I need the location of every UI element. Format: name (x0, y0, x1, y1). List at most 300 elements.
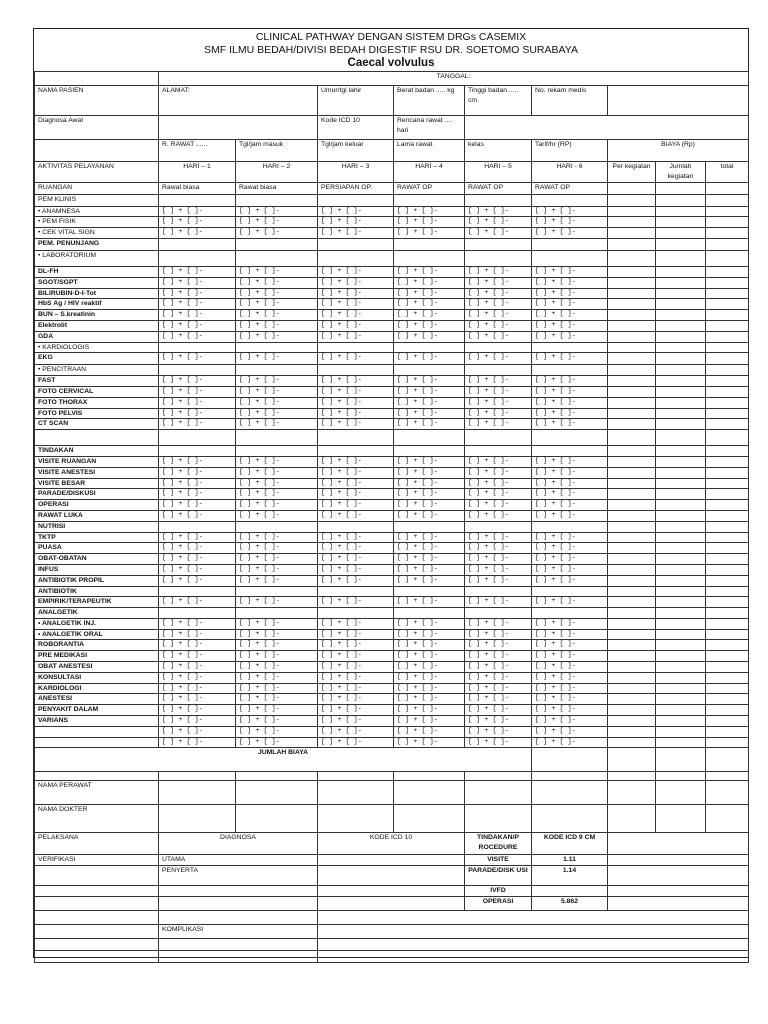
checkbox-cell: [ ] + [ ]- (318, 597, 394, 608)
checkbox-cell: [ ] + [ ]- (532, 597, 608, 608)
empty-cell (706, 206, 749, 217)
empty-cell (318, 194, 394, 206)
procedure-code: 5.862 (532, 897, 608, 911)
table-row (35, 86, 749, 116)
checkbox-cell: [ ] + [ ]- (318, 510, 394, 521)
checkbox-cell: [ ] + [ ]- (394, 662, 465, 673)
checkbox-cell: [ ] + [ ]- (236, 510, 318, 521)
checkbox-cell: [ ] + [ ]- (159, 726, 236, 737)
table-row (35, 238, 749, 250)
checkbox-cell: [ ] + [ ]- (532, 331, 608, 342)
checkbox-cell: [ ] + [ ]- (532, 672, 608, 683)
checkbox-cell: [ ] + [ ]- (394, 386, 465, 397)
table-row (35, 716, 749, 727)
checkbox-cell: [ ] + [ ]- (532, 320, 608, 331)
empty-cell (656, 299, 706, 310)
empty-cell (159, 446, 236, 457)
imaging-item: FOTO THORAX (35, 397, 159, 408)
checkbox-cell: [ ] + [ ]- (236, 228, 318, 239)
checkbox-cell: [ ] + [ ]- (159, 651, 236, 662)
empty-cell (236, 805, 318, 833)
tindakan-item: VISITE BESAR (35, 478, 159, 489)
empty-cell (465, 194, 532, 206)
empty-cell (706, 365, 749, 376)
procedure-code (532, 886, 608, 897)
procedure-name: IVFD (465, 886, 532, 897)
checkbox-cell: [ ] + [ ]- (532, 408, 608, 419)
checkbox-cell: [ ] + [ ]- (318, 397, 394, 408)
procedure-name: OPERASI (465, 897, 532, 911)
checkbox-cell: [ ] + [ ]- (159, 705, 236, 716)
therapy-item: VARIANS (35, 716, 159, 727)
checkbox-cell: [ ] + [ ]- (236, 716, 318, 727)
kode-icd9-label: KODE ICD 9 CM (532, 833, 608, 855)
empty-cell (608, 575, 656, 586)
checkbox-cell: [ ] + [ ]- (465, 266, 532, 277)
empty-cell (706, 310, 749, 321)
empty-cell (656, 419, 706, 430)
pathway-table (34, 71, 749, 963)
checkbox-cell: [ ] + [ ]- (465, 331, 532, 342)
checkbox-cell: [ ] + [ ]- (532, 694, 608, 705)
empty-cell (608, 683, 656, 694)
ruangan-value: RAWAT OP (394, 182, 465, 194)
empty-cell (532, 586, 608, 597)
checkbox-cell: [ ] + [ ]- (394, 288, 465, 299)
empty-cell (706, 489, 749, 500)
empty-cell (318, 521, 394, 532)
empty-cell (35, 772, 159, 781)
checkbox-cell: [ ] + [ ]- (236, 478, 318, 489)
jumlah-kegiatan-label: Jumlah kegiatan (656, 162, 706, 183)
empty-cell (608, 564, 656, 575)
checkbox-cell: [ ] + [ ]- (465, 716, 532, 727)
empty-cell (236, 608, 318, 619)
klinis-item: • PEM FISIK (35, 217, 159, 228)
table-row (35, 266, 749, 277)
checkbox-cell: [ ] + [ ]- (236, 376, 318, 387)
checkbox-cell: [ ] + [ ]- (394, 408, 465, 419)
tindakan-item: VISITE ANESTESI (35, 467, 159, 478)
empty-cell (706, 694, 749, 705)
table-row (35, 467, 749, 478)
empty-cell (656, 629, 706, 640)
checkbox-cell: [ ] + [ ]- (394, 705, 465, 716)
empty-cell (656, 683, 706, 694)
checkbox-cell: [ ] + [ ]- (236, 288, 318, 299)
procedure-name: VISITE (465, 855, 532, 866)
table-row (35, 683, 749, 694)
table-row (35, 331, 749, 342)
checkbox-cell: [ ] + [ ]- (318, 726, 394, 737)
empty-cell (706, 467, 749, 478)
pem-penunjang-label: PEM. PENUNJANG (35, 238, 159, 250)
tinggi-label: Tinggi badan ..... cm (465, 86, 532, 116)
table-row (35, 521, 749, 532)
empty-cell (608, 365, 656, 376)
table-row (35, 886, 749, 897)
empty-cell (656, 365, 706, 376)
komplikasi-label: KOMPLIKASI (159, 925, 318, 939)
header-title: CLINICAL PATHWAY DENGAN SISTEM DRGs CASEMIX (255, 31, 527, 43)
empty-cell (656, 228, 706, 239)
checkbox-cell: [ ] + [ ]- (159, 467, 236, 478)
empty-cell (159, 772, 236, 781)
checkbox-cell: [ ] + [ ]- (236, 726, 318, 737)
tindakan-item: PARADE/DISKUSI (35, 489, 159, 500)
empty-cell (608, 772, 656, 781)
empty-cell (608, 726, 656, 737)
checkbox-cell: [ ] + [ ]- (236, 299, 318, 310)
therapy-item: PUASA (35, 543, 159, 554)
procedure-code: 1.14 (532, 866, 608, 886)
empty-cell (656, 250, 706, 266)
empty-cell (465, 521, 532, 532)
table-row (35, 320, 749, 331)
checkbox-cell: [ ] + [ ]- (236, 629, 318, 640)
empty-cell (656, 376, 706, 387)
empty-cell (532, 521, 608, 532)
empty-cell (656, 554, 706, 565)
kelas-label: kelas (465, 140, 532, 162)
checkbox-cell: [ ] + [ ]- (465, 683, 532, 694)
empty-cell (706, 597, 749, 608)
table-row (35, 342, 749, 353)
therapy-item: ROBORANTIA (35, 640, 159, 651)
checkbox-cell: [ ] + [ ]- (318, 206, 394, 217)
table-row (35, 662, 749, 673)
checkbox-cell: [ ] + [ ]- (236, 266, 318, 277)
empty-cell (159, 116, 318, 140)
empty-cell (656, 320, 706, 331)
checkbox-cell: [ ] + [ ]- (159, 320, 236, 331)
verifikasi-label: VERIFIKASI (35, 855, 159, 866)
empty-cell (318, 897, 465, 911)
checkbox-cell: [ ] + [ ]- (236, 694, 318, 705)
checkbox-cell: [ ] + [ ]- (465, 217, 532, 228)
empty-cell (159, 194, 236, 206)
checkbox-cell: [ ] + [ ]- (532, 467, 608, 478)
empty-cell (656, 651, 706, 662)
empty-cell (706, 716, 749, 727)
therapy-item: ANESTESI (35, 694, 159, 705)
form-header (34, 29, 748, 70)
per-kegiatan-label: Per kegiatan (608, 162, 656, 183)
table-row (35, 608, 749, 619)
empty-cell (656, 748, 706, 772)
therapy-item (35, 726, 159, 737)
empty-cell (608, 532, 656, 543)
table-row (35, 206, 749, 217)
empty-cell (706, 277, 749, 288)
empty-cell (608, 446, 656, 457)
checkbox-cell: [ ] + [ ]- (159, 331, 236, 342)
checkbox-cell: [ ] + [ ]- (394, 277, 465, 288)
empty-cell (159, 805, 236, 833)
empty-cell (608, 194, 656, 206)
table-row (35, 140, 749, 162)
biaya-label: BIAYA (Rp) (608, 140, 749, 162)
diagnosa-awal-label: Diagnosa Awal (35, 116, 159, 140)
checkbox-cell: [ ] + [ ]- (236, 353, 318, 365)
empty-cell (318, 886, 465, 897)
empty-cell (608, 419, 656, 430)
total-label: total (706, 162, 749, 183)
empty-cell (236, 446, 318, 457)
checkbox-cell: [ ] + [ ]- (394, 489, 465, 500)
empty-cell (394, 365, 465, 376)
empty-cell (236, 586, 318, 597)
checkbox-cell: [ ] + [ ]- (159, 397, 236, 408)
checkbox-cell: [ ] + [ ]- (532, 310, 608, 321)
checkbox-cell: [ ] + [ ]- (159, 376, 236, 387)
empty-cell (608, 705, 656, 716)
checkbox-cell: [ ] + [ ]- (465, 564, 532, 575)
checkbox-cell: [ ] + [ ]- (532, 564, 608, 575)
checkbox-cell: [ ] + [ ]- (159, 277, 236, 288)
checkbox-cell: [ ] + [ ]- (318, 228, 394, 239)
checkbox-cell: [ ] + [ ]- (159, 456, 236, 467)
empty-cell (35, 866, 159, 886)
empty-cell (608, 897, 749, 911)
empty-cell (608, 353, 656, 365)
empty-cell (706, 683, 749, 694)
empty-cell (656, 408, 706, 419)
empty-cell (608, 228, 656, 239)
checkbox-cell: [ ] + [ ]- (465, 489, 532, 500)
empty-cell (159, 886, 318, 897)
empty-cell (608, 781, 656, 805)
table-row (35, 116, 749, 140)
empty-cell (656, 342, 706, 353)
empty-cell (159, 342, 236, 353)
checkbox-cell: [ ] + [ ]- (465, 543, 532, 554)
empty-cell (532, 250, 608, 266)
therapy-item: NUTRISI (35, 521, 159, 532)
day-header: HARI – 3 (318, 162, 394, 183)
empty-cell (159, 238, 236, 250)
imaging-item: FOTO PELVIS (35, 408, 159, 419)
empty-cell (608, 320, 656, 331)
empty-cell (706, 772, 749, 781)
checkbox-cell: [ ] + [ ]- (318, 467, 394, 478)
empty-cell (318, 951, 749, 963)
empty-cell (608, 694, 656, 705)
checkbox-cell: [ ] + [ ]- (159, 408, 236, 419)
empty-cell (656, 489, 706, 500)
empty-cell (159, 781, 236, 805)
checkbox-cell: [ ] + [ ]- (318, 320, 394, 331)
empty-cell (532, 772, 608, 781)
empty-cell (394, 805, 465, 833)
checkbox-cell: [ ] + [ ]- (236, 662, 318, 673)
checkbox-cell: [ ] + [ ]- (532, 419, 608, 430)
checkbox-cell: [ ] + [ ]- (532, 532, 608, 543)
empty-cell (532, 805, 608, 833)
checkbox-cell: [ ] + [ ]- (394, 353, 465, 365)
empty-cell (656, 640, 706, 651)
checkbox-cell: [ ] + [ ]- (394, 310, 465, 321)
checkbox-cell: [ ] + [ ]- (236, 618, 318, 629)
therapy-item: • ANALGETIK ORAL (35, 629, 159, 640)
lab-item: SGOT/SGPT (35, 277, 159, 288)
checkbox-cell: [ ] + [ ]- (532, 386, 608, 397)
checkbox-cell: [ ] + [ ]- (465, 206, 532, 217)
empty-cell (608, 543, 656, 554)
table-row (35, 228, 749, 239)
checkbox-cell: [ ] + [ ]- (318, 376, 394, 387)
berat-label: Berat badan ..... kg (394, 86, 465, 116)
table-row (35, 772, 749, 781)
empty-cell (532, 194, 608, 206)
empty-cell (656, 564, 706, 575)
checkbox-cell: [ ] + [ ]- (394, 651, 465, 662)
empty-cell (236, 521, 318, 532)
empty-cell (608, 500, 656, 511)
empty-cell (394, 446, 465, 457)
checkbox-cell: [ ] + [ ]- (465, 456, 532, 467)
checkbox-cell: [ ] + [ ]- (532, 353, 608, 365)
nama-pasien-label: NAMA PASIEN (35, 86, 159, 116)
empty-cell (656, 386, 706, 397)
ruangan-value: PERSIAPAN OP. (318, 182, 394, 194)
empty-cell (159, 250, 236, 266)
empty-cell (465, 250, 532, 266)
empty-cell (656, 543, 706, 554)
checkbox-cell: [ ] + [ ]- (465, 397, 532, 408)
empty-cell (706, 543, 749, 554)
therapy-item: • ANALGETIK INJ. (35, 618, 159, 629)
table-row (35, 310, 749, 321)
therapy-item: ANALGETIK (35, 608, 159, 619)
ruangan-label: RUANGAN (35, 182, 159, 194)
checkbox-cell: [ ] + [ ]- (465, 640, 532, 651)
table-row (35, 866, 749, 886)
checkbox-cell: [ ] + [ ]- (159, 266, 236, 277)
empty-cell (656, 238, 706, 250)
checkbox-cell: [ ] + [ ]- (318, 299, 394, 310)
procedure-code: 1.11 (532, 855, 608, 866)
empty-cell (318, 925, 749, 939)
empty-cell (608, 456, 656, 467)
empty-cell (608, 510, 656, 521)
table-row (35, 748, 749, 772)
empty-cell (656, 331, 706, 342)
empty-cell (608, 86, 749, 116)
lab-item: DL-FH (35, 266, 159, 277)
table-row (35, 376, 749, 387)
empty-cell (608, 238, 656, 250)
checkbox-cell: [ ] + [ ]- (159, 564, 236, 575)
empty-cell (394, 781, 465, 805)
checkbox-cell: [ ] + [ ]- (532, 217, 608, 228)
empty-cell (706, 608, 749, 619)
table-row (35, 478, 749, 489)
kode-icd-label: Kode ICD 10 (318, 116, 394, 140)
empty-cell (706, 456, 749, 467)
empty-cell (532, 608, 608, 619)
empty-cell (35, 951, 159, 963)
imaging-item: FAST (35, 376, 159, 387)
checkbox-cell: [ ] + [ ]- (394, 331, 465, 342)
checkbox-cell: [ ] + [ ]- (465, 726, 532, 737)
empty-cell (532, 446, 608, 457)
pem-klinis-label: PEM KLINIS (35, 194, 159, 206)
checkbox-cell: [ ] + [ ]- (394, 397, 465, 408)
empty-cell (706, 564, 749, 575)
empty-cell (236, 342, 318, 353)
checkbox-cell: [ ] + [ ]- (532, 575, 608, 586)
empty-cell (706, 299, 749, 310)
penyerta-label: PENYERTA (159, 866, 318, 886)
empty-cell (608, 206, 656, 217)
day-header: HARI – 5 (465, 162, 532, 183)
empty-cell (532, 781, 608, 805)
lab-item: HbS Ag / HIV reaktif (35, 299, 159, 310)
empty-cell (706, 805, 749, 833)
checkbox-cell: [ ] + [ ]- (394, 629, 465, 640)
empty-cell (608, 554, 656, 565)
empty-cell (318, 866, 465, 886)
checkbox-cell: [ ] + [ ]- (394, 456, 465, 467)
empty-cell (159, 897, 318, 911)
checkbox-cell: [ ] + [ ]- (532, 737, 608, 748)
checkbox-cell: [ ] + [ ]- (159, 288, 236, 299)
empty-cell (706, 575, 749, 586)
checkbox-cell: [ ] + [ ]- (465, 228, 532, 239)
checkbox-cell: [ ] + [ ]- (159, 532, 236, 543)
empty-cell (465, 238, 532, 250)
empty-cell (318, 238, 394, 250)
aktivitas-label: AKTIVITAS PELAYANAN (35, 162, 159, 183)
checkbox-cell: [ ] + [ ]- (159, 716, 236, 727)
checkbox-cell: [ ] + [ ]- (318, 618, 394, 629)
empty-cell (706, 250, 749, 266)
nama-dokter-label: NAMA DOKTER (35, 805, 159, 833)
empty-cell (236, 194, 318, 206)
checkbox-cell: [ ] + [ ]- (159, 575, 236, 586)
empty-cell (608, 855, 749, 866)
table-row (35, 781, 749, 805)
checkbox-cell: [ ] + [ ]- (318, 277, 394, 288)
empty-cell (608, 331, 656, 342)
empty-cell (656, 805, 706, 833)
checkbox-cell: [ ] + [ ]- (159, 662, 236, 673)
empty-cell (656, 510, 706, 521)
therapy-item: OBAT ANESTESI (35, 662, 159, 673)
tarif-label: Tarif/hr (RP) (532, 140, 608, 162)
table-row (35, 672, 749, 683)
checkbox-cell: [ ] + [ ]- (532, 629, 608, 640)
checkbox-cell: [ ] + [ ]- (532, 618, 608, 629)
empty-cell (706, 228, 749, 239)
checkbox-cell: [ ] + [ ]- (465, 288, 532, 299)
empty-cell (656, 781, 706, 805)
empty-cell (608, 640, 656, 651)
checkbox-cell: [ ] + [ ]- (532, 397, 608, 408)
empty-cell (656, 586, 706, 597)
empty-cell (465, 430, 532, 446)
checkbox-cell: [ ] + [ ]- (236, 500, 318, 511)
checkbox-cell: [ ] + [ ]- (465, 376, 532, 387)
empty-cell (608, 310, 656, 321)
table-row (35, 597, 749, 608)
checkbox-cell: [ ] + [ ]- (236, 532, 318, 543)
empty-cell (608, 408, 656, 419)
therapy-item: ANTIBIOTIK PROPIL (35, 575, 159, 586)
empty-cell (318, 939, 749, 951)
empty-cell (608, 805, 656, 833)
